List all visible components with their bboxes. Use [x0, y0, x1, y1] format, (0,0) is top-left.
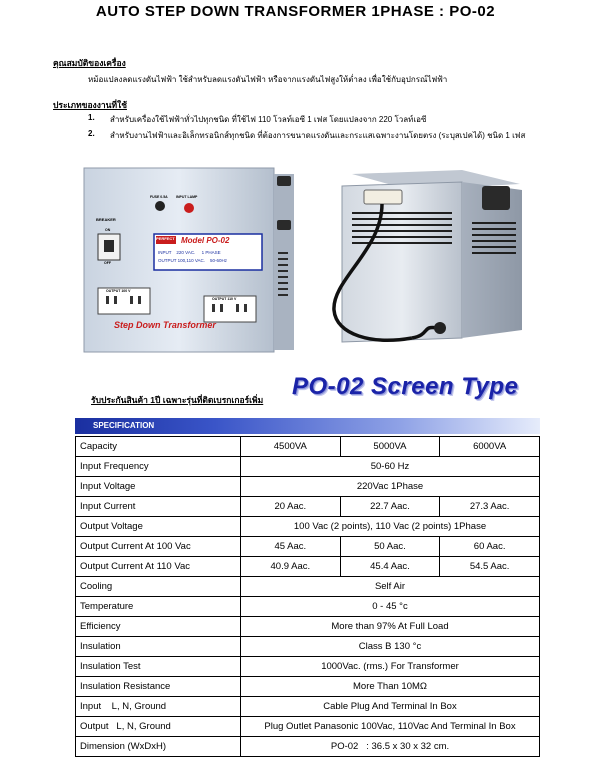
- spec-value: More than 97% At Full Load: [241, 617, 540, 637]
- spec-label: Insulation Test: [76, 657, 241, 677]
- spec-row: [76, 557, 540, 577]
- warranty-note: รับประกันสินค้า 1ปี เฉพาะรุ่นที่ติดเบรกเกอร์เพิ่ม: [91, 395, 264, 405]
- output-rating: OUTPUT 100,110 VAC. 50-60Hz: [158, 258, 228, 263]
- transformer-back-illustration: [312, 160, 532, 372]
- page-title: AUTO STEP DOWN TRANSFORMER 1PHASE : PO-02: [95, 3, 496, 20]
- spec-value: Class B 130 °c: [241, 637, 540, 657]
- spec-value: 220Vac 1Phase: [241, 477, 540, 497]
- outlet-110v-label: OUTPUT 110 V: [212, 297, 237, 301]
- spec-label: Input Frequency: [76, 457, 241, 477]
- spec-label: Output Voltage: [76, 517, 241, 537]
- features-heading: คุณสมบัติของเครื่อง: [53, 58, 126, 68]
- usage-item-2-text: สำหรับงานไฟฟ้าและอิเล็กทรอนิกส์ทุกชนิด ที่ต้องการขนาดแรงดันและกระแสเฉพาะงานโดยตรง (ระบุสเปคได้) ชนิด 1 เฟส: [110, 131, 526, 140]
- brand-badge: PERFECT: [156, 236, 175, 241]
- features-text: หม้อแปลงลดแรงดันไฟฟ้า ใช้สำหรับลดแรงดันไฟฟ้า หรือจากแรงดันไฟสูงให้ต่ำลง เพื่อใช้กับอุปกรณ์ไฟฟ้า: [88, 75, 448, 84]
- spec-label: Capacity: [76, 437, 241, 457]
- spec-row: [76, 697, 540, 717]
- spec-label: Input Voltage: [76, 477, 241, 497]
- specification-header-bar: [75, 418, 540, 434]
- spec-row: [76, 737, 540, 757]
- transformer-back-photo: [312, 160, 532, 372]
- spec-value: 60 Aac.: [440, 537, 540, 557]
- spec-value: 0 - 45 °c: [241, 597, 540, 617]
- spec-value: 4500VA: [241, 437, 341, 457]
- spec-row: [76, 677, 540, 697]
- spec-label: Insulation Resistance: [76, 677, 241, 697]
- spec-value: More Than 10MΩ: [241, 677, 540, 697]
- spec-value: 45 Aac.: [241, 537, 341, 557]
- specification-table: [75, 436, 540, 757]
- breaker-on-label: ON: [105, 228, 111, 232]
- spec-label: Output Current At 100 Vac: [76, 537, 241, 557]
- spec-label: Cooling: [76, 577, 241, 597]
- spec-value: 22.7 Aac.: [340, 497, 440, 517]
- usage-item-1-num: 1.: [88, 113, 95, 122]
- spec-row: [76, 637, 540, 657]
- spec-row: [76, 577, 540, 597]
- spec-value: Self Air: [241, 577, 540, 597]
- spec-value: 50-60 Hz: [241, 457, 540, 477]
- spec-label: Temperature: [76, 597, 241, 617]
- spec-value: 5000VA: [340, 437, 440, 457]
- specification-header: SPECIFICATION: [93, 421, 155, 430]
- spec-label: Input L, N, Ground: [76, 697, 241, 717]
- spec-row: [76, 617, 540, 637]
- spec-value: 50 Aac.: [340, 537, 440, 557]
- spec-value: 6000VA: [440, 437, 540, 457]
- usage-item-1-text: สำหรับเครื่องใช้ไฟฟ้าทั่วไปทุกชนิด ที่ใช้ไฟ 110 โวลท์เอซี 1 เฟส โดยแปลงจาก 220 โวลท์เอซี: [110, 115, 427, 124]
- breaker-label: BREAKER: [96, 217, 116, 222]
- usage-heading: ประเภทของงานที่ใช้: [53, 100, 127, 110]
- spec-label: Input Current: [76, 497, 241, 517]
- spec-label: Efficiency: [76, 617, 241, 637]
- outlet-100v-label: OUTPUT 100 V: [106, 289, 131, 293]
- spec-value: 45.4 Aac.: [340, 557, 440, 577]
- spec-row: [76, 717, 540, 737]
- input-rating: INPUT 220 VAC. 1 PHASE: [158, 250, 221, 255]
- spec-value: 54.5 Aac.: [440, 557, 540, 577]
- spec-row: [76, 537, 540, 557]
- spec-row: [76, 457, 540, 477]
- spec-label: Insulation: [76, 637, 241, 657]
- model-screen-title: PO-02 Screen Type: [292, 373, 519, 400]
- spec-row: [76, 657, 540, 677]
- lamp-label: INPUT LAMP: [176, 195, 198, 199]
- spec-row: [76, 477, 540, 497]
- usage-item-2-num: 2.: [88, 129, 95, 138]
- breaker-off-label: OFF: [104, 261, 111, 265]
- spec-value: 40.9 Aac.: [241, 557, 341, 577]
- spec-value: PO-02 : 36.5 x 30 x 32 cm.: [241, 737, 540, 757]
- spec-label: Output Current At 110 Vac: [76, 557, 241, 577]
- model-label: Model PO-02: [181, 236, 230, 245]
- spec-value: Cable Plug And Terminal In Box: [241, 697, 540, 717]
- spec-value: 20 Aac.: [241, 497, 341, 517]
- spec-label: Output L, N, Ground: [76, 717, 241, 737]
- spec-row: [76, 597, 540, 617]
- spec-label: Dimension (WxDxH): [76, 737, 241, 757]
- spec-value: 1000Vac. (rms.) For Transformer: [241, 657, 540, 677]
- transformer-front-photo: [78, 162, 300, 358]
- spec-row: [76, 497, 540, 517]
- step-down-label: Step Down Transformer: [114, 320, 216, 330]
- spec-row: [76, 517, 540, 537]
- spec-value: 100 Vac (2 points), 110 Vac (2 points) 1Phase: [241, 517, 540, 537]
- spec-value: 27.3 Aac.: [440, 497, 540, 517]
- spec-row: [76, 437, 540, 457]
- fuse-label: FUSE 0.5A: [150, 195, 168, 199]
- spec-value: Plug Outlet Panasonic 100Vac, 110Vac And Terminal In Box: [241, 717, 540, 737]
